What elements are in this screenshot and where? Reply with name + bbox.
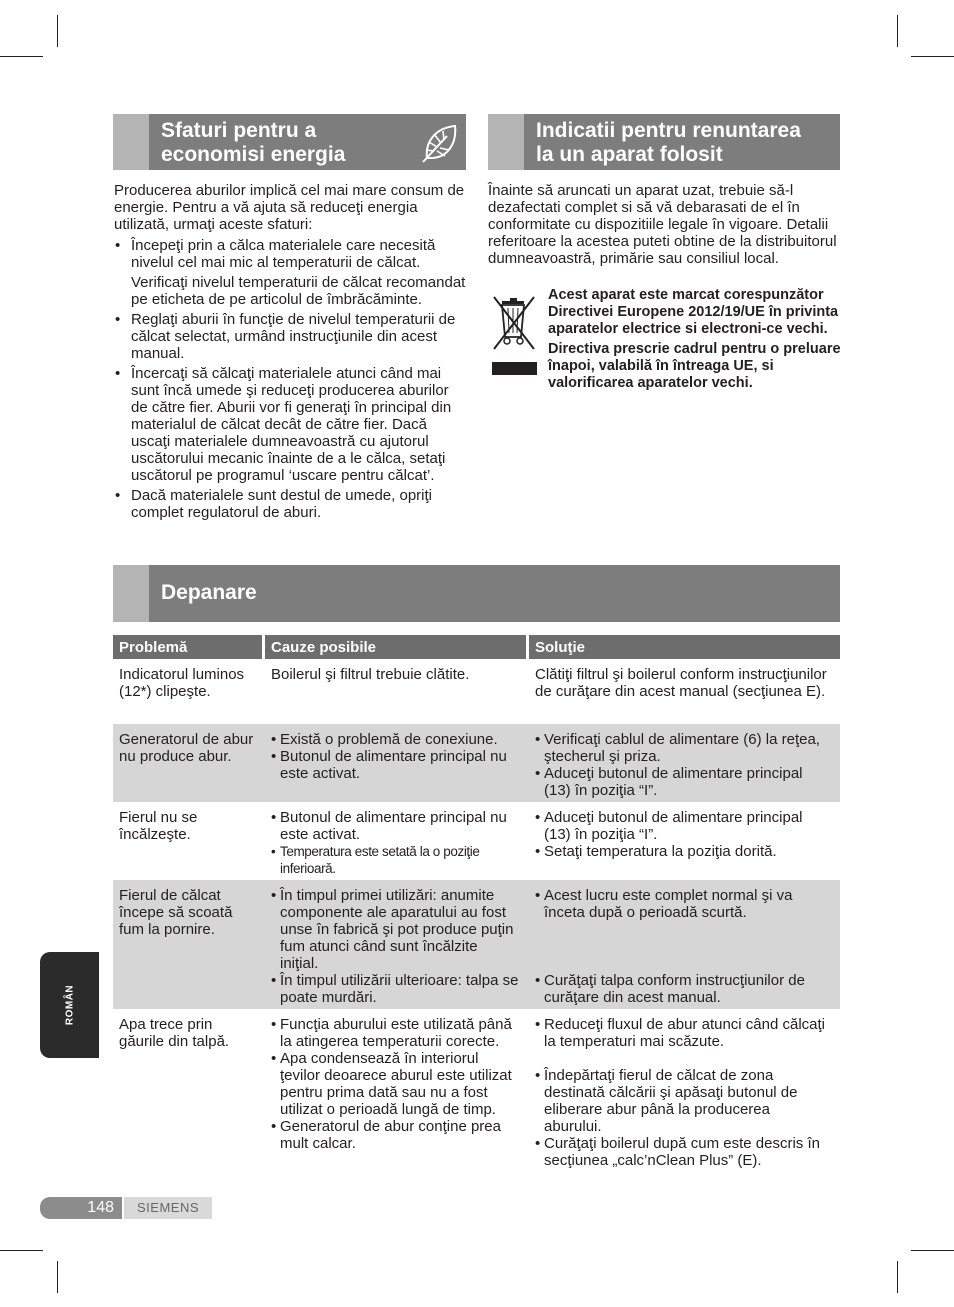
table-row <box>113 724 840 802</box>
troubleshooting-title: Depanare <box>161 581 257 604</box>
list-item: • Curăţaţi boilerul după cum este descris în secţiunea „calc’nClean Plus” (E). <box>535 1135 831 1169</box>
problem-cell: Fierul nu se încălzeşte. <box>113 802 265 880</box>
language-side-tab <box>40 952 99 1058</box>
leaf-icon <box>421 122 461 164</box>
table-row <box>113 659 840 724</box>
list-item: • Curăţaţi talpa conform instrucţiunilor de curăţare din acest manual. <box>535 972 831 1006</box>
header-tab <box>113 565 149 622</box>
weee-bar <box>492 362 537 375</box>
table-row <box>113 1009 840 1172</box>
list-item: • Setaţi temperatura la poziţia dorită. <box>535 843 831 860</box>
solution-cell <box>529 880 840 1009</box>
crop-mark <box>897 15 898 47</box>
crop-mark <box>911 1250 954 1251</box>
list-item: • Butonul de alimentare principal nu este activat. <box>271 809 520 843</box>
list-item: • Dacă materialele sunt destul de umede, opriţi complet regulatorul de aburi. <box>114 487 468 521</box>
table-row <box>113 880 840 1009</box>
energy-intro: Producerea aburilor implică cel mai mare consum de energie. Pentru a vă ajuta să reduceţi energia utilizată, urmaţi aceste sfaturi: <box>114 182 465 233</box>
list-item: • Temperatura este setată la o poziţie inferioară. <box>271 843 520 877</box>
crop-mark <box>911 56 954 57</box>
list-item: • Acest lucru este complet normal şi va înceta după o perioadă scurtă. <box>535 887 831 921</box>
header-tab <box>488 114 524 170</box>
list-item: • În timpul utilizării ulterioare: talpa se poate murdări. <box>271 972 520 1006</box>
list-item: • Există o problemă de conexiune. <box>271 731 520 748</box>
column-header-problem: Problemă <box>113 635 265 659</box>
table-row <box>113 802 840 880</box>
problem-cell: Generatorul de abur nu produce abur. <box>113 724 265 802</box>
list-item: • Îndepărtaţi fierul de călcat de zona destinată călcării şi apăsaţi butonul de eliberare abur până la producerea aburului. <box>535 1067 831 1135</box>
crop-mark <box>57 1261 58 1293</box>
problem-cell: Indicatorul luminos (12*) clipeşte. <box>113 659 265 724</box>
list-item: • Reglaţi aburii în funcţie de nivelul temperaturii de călcat selectat, urmând instrucţiunile din acest manual. <box>114 311 468 362</box>
problem-cell: Fierul de călcat începe să scoată fum la pornire. <box>113 880 265 1009</box>
energy-section-body <box>114 182 468 524</box>
crop-mark <box>57 15 58 47</box>
troubleshooting-section-header <box>113 565 840 622</box>
list-item: • Apa condensează în interiorul ţevilor deoarece aburul este utilizat pentru prima dată sau nu a fost utilizat o perioadă lungă de timp. <box>271 1050 520 1118</box>
list-item: • Încercaţi să călcaţi materialele atunci când mai sunt încă umede şi reduceţi producerea aburilor de către fier. Aburii vor fi generaţi în principal din materialul de călcat decât de către fier. Dacă uscaţi materialele dumneavoastră cu ajutorul uscătorului mecanic înainte de a le călca, setaţi uscătorul pe programul ‘uscare pentru călcat’. <box>114 365 468 484</box>
solution-cell: Clătiţi filtrul şi boilerul conform instrucţiunilor de curăţare din acest manual (secţiunea E). <box>529 659 840 724</box>
column-header-causes: Cauze posibile <box>265 635 529 659</box>
energy-section-title: Sfaturi pentru a economisi energia <box>161 119 346 166</box>
brand-label: SIEMENS <box>124 1197 212 1219</box>
causes-cell <box>265 880 529 1009</box>
list-item: • Generatorul de abur conţine prea mult calcar. <box>271 1118 520 1152</box>
crop-mark <box>0 1250 43 1251</box>
list-item: • Aduceţi butonul de alimentare principal (13) în poziţia “I”. <box>535 809 831 843</box>
solution-cell <box>529 724 840 802</box>
list-item: • Butonul de alimentare principal nu este activat. <box>271 748 520 782</box>
disposal-section-title: Indicatii pentru renuntarea la un aparat folosit <box>536 119 801 166</box>
column-header-solution: Soluţie <box>529 635 840 659</box>
weee-paragraph: Acest aparat este marcat corespunzător Directivei Europene 2012/19/UE în privinta aparatelor electrice si electroni-ce vechi. <box>548 287 839 337</box>
crossed-out-wheeled-bin-icon <box>490 293 538 353</box>
solution-cell <box>529 1009 840 1172</box>
causes-cell <box>265 802 529 880</box>
weee-paragraph: Directiva prescrie cadrul pentru o preluare înapoi, valabilă în întreaga UE, si valorificarea aparatelor vechi. <box>548 341 841 391</box>
list-item: • În timpul primei utilizări: anumite componente ale aparatului au fost unse în fabrică şi pot produce puţin fum atunci când sunt încălzite iniţial. <box>271 887 520 972</box>
crop-mark <box>897 1261 898 1293</box>
list-item: • Aduceţi butonul de alimentare principal (13) în poziţia “I”. <box>535 765 831 799</box>
problem-cell: Apa trece prin găurile din talpă. <box>113 1009 265 1172</box>
list-item: • Verificaţi cablul de alimentare (6) la reţea, ştecherul şi priza. <box>535 731 831 765</box>
list-item: • Funcţia aburului este utilizată până la atingerea temperaturii corecte. <box>271 1016 520 1050</box>
disposal-intro: Înainte să aruncati un aparat uzat, trebuie să-l dezafectati complet si să vă debarasati de el în conformitate cu dispozitiile legale în vigoare. Detalii referitoare la acestea puteti obtine de la distribuitorul dumneavoastră, primărie sau consiliul local. <box>488 182 837 267</box>
solution-cell <box>529 802 840 880</box>
language-label: ROMÂN <box>64 984 75 1026</box>
energy-tips-list <box>114 237 468 521</box>
causes-cell: Boilerul şi filtrul trebuie clătite. <box>265 659 529 724</box>
header-tab <box>113 114 149 170</box>
disposal-section-header <box>488 114 840 170</box>
troubleshooting-table <box>113 635 840 1172</box>
list-item: • Reduceţi fluxul de abur atunci când călcaţi la temperaturi mai scăzute. <box>535 1016 831 1050</box>
page-number: 148 <box>40 1197 122 1219</box>
list-item: • Începeţi prin a călca materialele care necesită nivelul cel mai mic al temperaturii de călcat. Verificaţi nivelul temperaturii de călcat recomandat pe eticheta de pe articolul de îmbrăcăminte. <box>114 237 468 308</box>
weee-notice <box>548 287 844 395</box>
table-header-row <box>113 635 840 659</box>
crop-mark <box>0 56 43 57</box>
causes-cell <box>265 724 529 802</box>
energy-section-header <box>113 114 466 170</box>
causes-cell <box>265 1009 529 1172</box>
